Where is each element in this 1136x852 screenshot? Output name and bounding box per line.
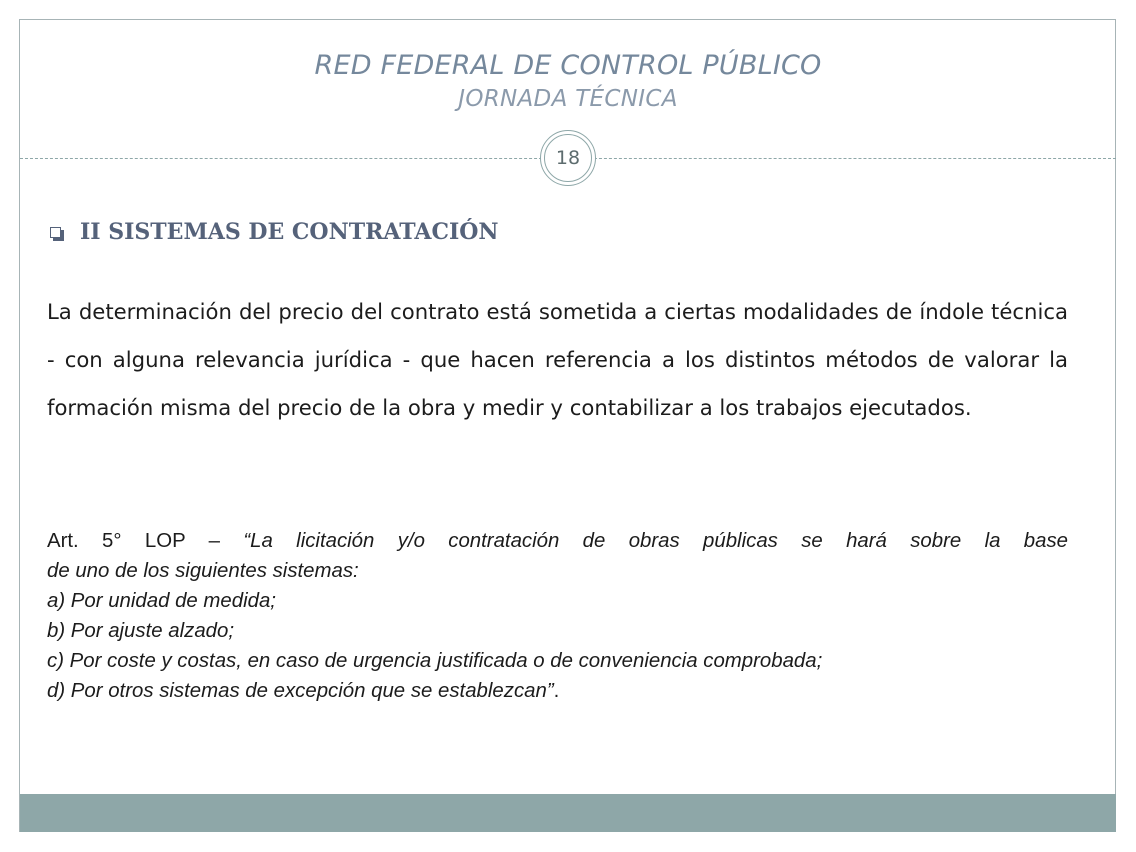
body-paragraph: La determinación del precio del contrato está sometida a ciertas modalidades de índole técnica - con alguna relevancia jurídica - que hacen referencia a los distintos métodos de valorar la formación misma del precio de la obra y medir y contabilizar a los trabajos ejecutados. bbox=[47, 299, 1068, 420]
section-heading bbox=[50, 219, 499, 245]
slide-subtitle: JORNADA TÉCNICA bbox=[458, 86, 678, 112]
footer-bar bbox=[20, 794, 1116, 832]
square-bullet-icon bbox=[50, 227, 61, 238]
article-item-d: d) Por otros sistemas de excepción que se establezcan” bbox=[47, 680, 554, 702]
article-item-d-line bbox=[47, 676, 1068, 706]
article-line-1 bbox=[47, 526, 1068, 556]
article-item-b: b) Por ajuste alzado; bbox=[47, 620, 235, 642]
article-line-2: de uno de los siguientes sistemas: bbox=[47, 560, 359, 582]
article-reference: Art. 5° LOP – bbox=[47, 530, 244, 552]
page-number: 18 bbox=[544, 134, 592, 182]
article-item-c: c) Por coste y costas, en caso de urgencia justificada o de conveniencia comprobada; bbox=[47, 650, 823, 672]
article-item-a: a) Por unidad de medida; bbox=[47, 590, 276, 612]
article-quote-block bbox=[47, 526, 1068, 706]
page-number-badge bbox=[540, 130, 596, 186]
article-end: . bbox=[553, 680, 560, 702]
article-quote-start: “La licitación y/o contratación de obras públicas se hará sobre la base bbox=[243, 530, 1068, 552]
section-heading-text: II SISTEMAS DE CONTRATACIÓN bbox=[80, 219, 499, 245]
slide-title: RED FEDERAL DE CONTROL PÚBLICO bbox=[314, 50, 822, 81]
